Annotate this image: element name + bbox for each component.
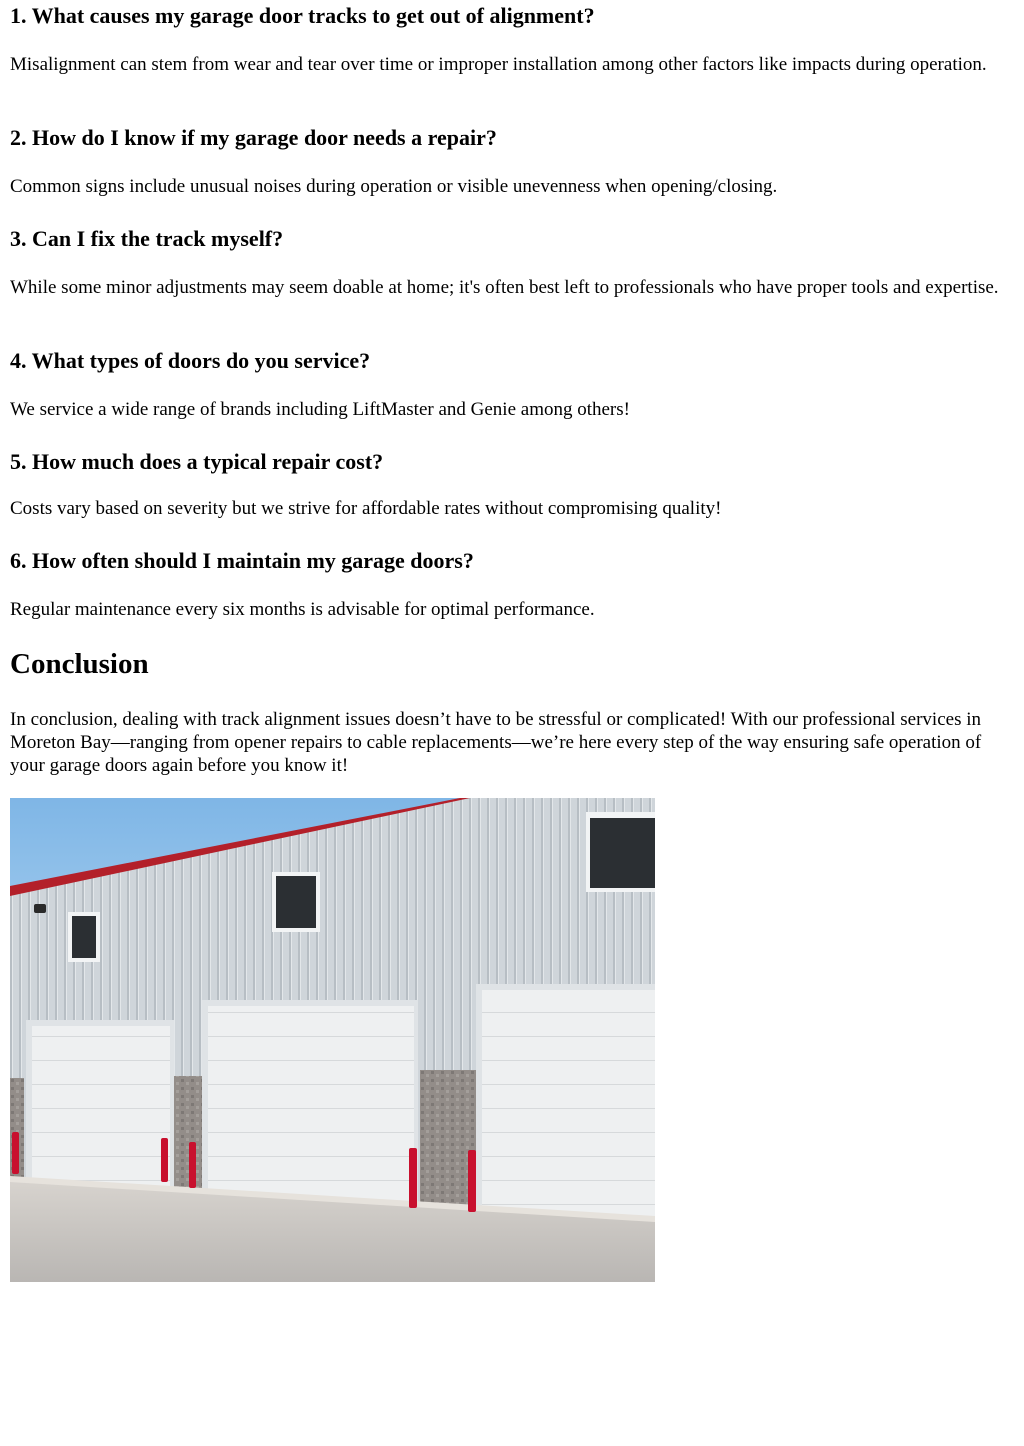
faq-question-2: 2. How do I know if my garage door needs a repair? xyxy=(10,125,497,150)
window-small xyxy=(72,916,96,958)
faq-question-3: 3. Can I fix the track myself? xyxy=(10,226,284,251)
faq-answer-5: Costs vary based on severity but we strive for affordable rates without compromising quality! xyxy=(10,498,722,519)
garage-doors-photo xyxy=(10,798,655,1282)
bollard-4 xyxy=(409,1148,417,1208)
faq-question-4: 4. What types of doors do you service? xyxy=(10,348,371,373)
conclusion-body: In conclusion, dealing with track alignment issues doesn’t have to be stressful or complicated! With our professional services in Moreton Bay—ranging from opener repairs to cable replacements—we’re here every step of the way ensuring safe operation of your garage doors again before you know it! xyxy=(10,709,982,776)
window-right xyxy=(590,818,655,888)
faq-answer-6: Regular maintenance every six months is advisable for optimal performance. xyxy=(10,599,595,620)
faq-answer-4: We service a wide range of brands including LiftMaster and Genie among others! xyxy=(10,399,630,420)
bollard-3 xyxy=(189,1142,196,1188)
faq-question-6: 6. How often should I maintain my garage doors? xyxy=(10,548,474,573)
wall-light-icon xyxy=(34,904,46,913)
faq-answer-2: Common signs include unusual noises during operation or visible unevenness when opening/closing. xyxy=(10,176,778,197)
brick-pillar-middle xyxy=(172,1076,204,1188)
faq-answer-1: Misalignment can stem from wear and tear over time or improper installation among other factors like impacts during operation. xyxy=(10,54,987,75)
faq-question-1: 1. What causes my garage door tracks to get out of alignment? xyxy=(10,3,595,28)
garage-door-3 xyxy=(482,990,655,1224)
garage-door-2 xyxy=(208,1006,414,1206)
bollard-5 xyxy=(468,1150,476,1212)
window-middle xyxy=(276,876,316,928)
conclusion-heading: Conclusion xyxy=(10,648,149,680)
garage-door-1 xyxy=(32,1026,170,1188)
bollard-1 xyxy=(12,1132,19,1174)
faq-answer-3: While some minor adjustments may seem doable at home; it's often best left to professionals who have proper tools and expertise. xyxy=(10,277,999,298)
faq-question-5: 5. How much does a typical repair cost? xyxy=(10,449,384,474)
bollard-2 xyxy=(161,1138,168,1182)
